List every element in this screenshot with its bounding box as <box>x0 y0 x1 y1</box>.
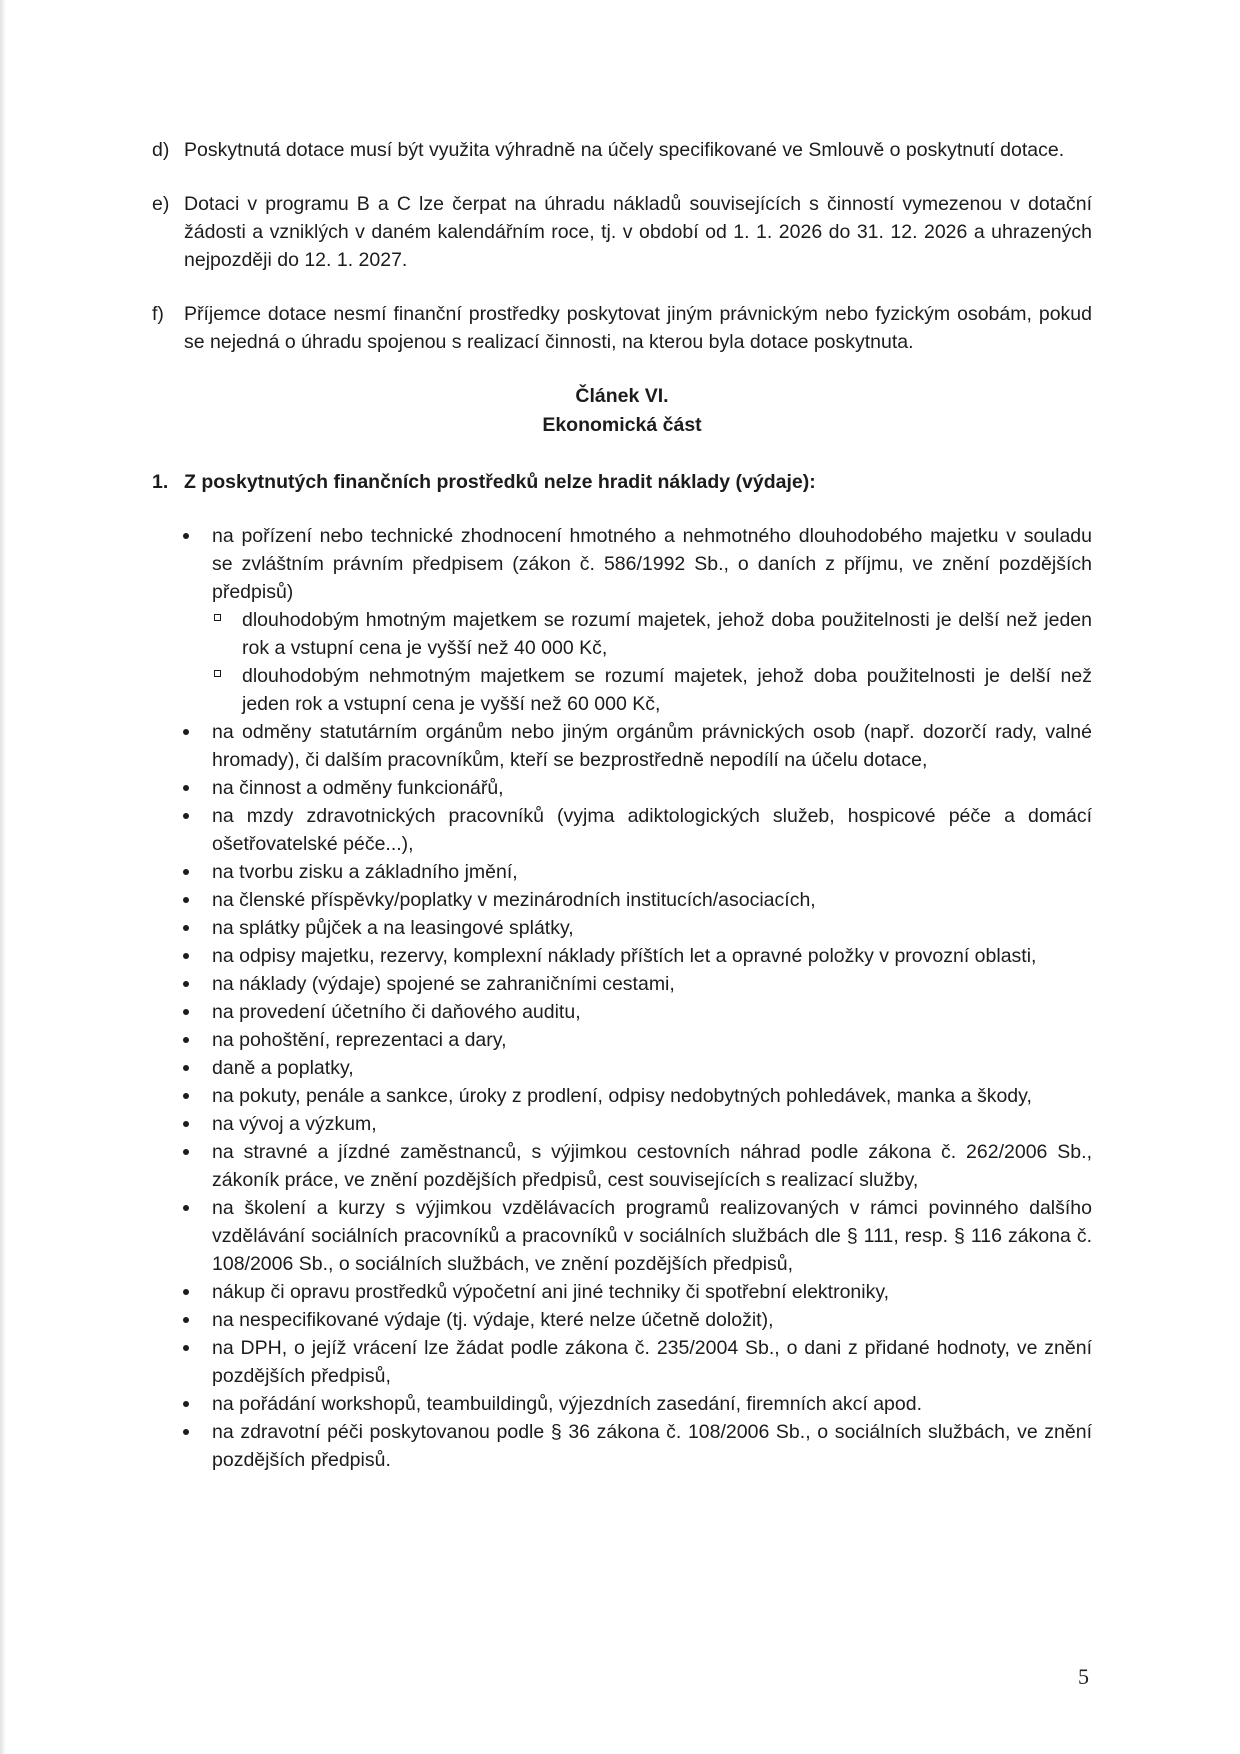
list-item-text: na pohoštění, reprezentaci a dary, <box>212 1029 507 1051</box>
list-item-text: na pořízení nebo technické zhodnocení hmotného a nehmotného dlouhodobého majetku v souladu se zvláštním právním předpisem (zákon č. 586/1992 Sb., o daních z příjmu, ve znění pozdějších předpisů) <box>212 525 1092 603</box>
list-item <box>212 1278 1092 1306</box>
list-item-text: na zdravotní péči poskytovanou podle § 36 zákona č. 108/2006 Sb., o sociálních službách, ve znění pozdějších předpisů. <box>212 1421 1092 1471</box>
list-item <box>212 774 1092 802</box>
list-item-text: na mzdy zdravotnických pracovníků (vyjma adiktologických služeb, hospicové péče a domácí ošetřovatelské péče...), <box>212 805 1092 855</box>
list-item-text: na členské příspěvky/poplatky v mezinárodních institucích/asociacích, <box>212 889 816 911</box>
list-item-text: daně a poplatky, <box>212 1057 354 1079</box>
list-item-text: na pořádání workshopů, teambuildingů, výjezdních zasedání, firemních akcí apod. <box>212 1393 923 1415</box>
list-item-text: na tvorbu zisku a základního jmění, <box>212 861 518 883</box>
list-item-text: na náklady (výdaje) spojené se zahraničními cestami, <box>212 973 675 995</box>
paragraph-marker: e) <box>152 193 170 215</box>
list-item <box>212 1054 1092 1082</box>
list-item-text: na splátky půjček a na leasingové splátky, <box>212 917 574 939</box>
list-item <box>212 1194 1092 1278</box>
excluded-costs-list <box>152 522 1092 1474</box>
paragraph-text: Příjemce dotace nesmí finanční prostředky poskytovat jiným právnickým nebo fyzickým osobám, pokud se nejedná o úhradu spojenou s realizací činnosti, na kterou byla dotace poskytnuta. <box>184 303 1092 353</box>
list-item <box>212 886 1092 914</box>
list-item <box>212 1026 1092 1054</box>
section-title-text: Z poskytnutých finančních prostředků nelze hradit náklady (výdaje): <box>184 471 816 493</box>
paragraph-f <box>152 300 1092 356</box>
paragraph-e <box>152 190 1092 274</box>
paragraph-text: Dotaci v programu B a C lze čerpat na úhradu nákladů souvisejících s činností vymezenou v dotační žádosti a vzniklých v daném kalendářním roce, tj. v období od 1. 1. 2026 do 31. 12. 2026 a uhrazených nejpozději do 12. 1. 2027. <box>184 193 1092 271</box>
article-number: Článek VI. <box>575 385 669 407</box>
list-item-text: na školení a kurzy s výjimkou vzdělávacích programů realizovaných v rámci povinného dalšího vzdělávání sociálních pracovníků a pracovníků v sociálních službách dle § 111, resp. § 116 zákona č. 108/2006 Sb., o sociálních službách, ve znění pozdějších předpisů, <box>212 1197 1092 1275</box>
list-item <box>212 802 1092 858</box>
list-item-text: na DPH, o jejíž vrácení lze žádat podle zákona č. 235/2004 Sb., o dani z přidané hodnoty, ve znění pozdějších předpisů, <box>212 1337 1092 1387</box>
list-item-text: na nespecifikované výdaje (tj. výdaje, které nelze účetně doložit), <box>212 1309 774 1331</box>
list-item <box>212 998 1092 1026</box>
list-item <box>212 1334 1092 1390</box>
section-marker: 1. <box>152 471 169 493</box>
paragraph-text: Poskytnutá dotace musí být využita výhradně na účely specifikované ve Smlouvě o poskytnutí dotace. <box>184 139 1065 161</box>
list-item <box>212 1306 1092 1334</box>
sub-list-item-text: dlouhodobým nehmotným majetkem se rozumí majetek, jehož doba použitelnosti je delší než jeden rok a vstupní cena je vyšší než 60 000 Kč, <box>242 665 1092 715</box>
list-item <box>212 858 1092 886</box>
page-number: 5 <box>1078 1664 1089 1689</box>
paragraph-marker: d) <box>152 139 170 161</box>
list-item <box>212 1418 1092 1474</box>
list-item-text: na odměny statutárním orgánům nebo jiným orgánům právnických osob (např. dozorčí rady, valné hromady), či dalším pracovníkům, kteří se bezprostředně nepodílí na účelu dotace, <box>212 721 1092 771</box>
list-item-text: na činnost a odměny funkcionářů, <box>212 777 504 799</box>
list-item-text: na stravné a jízdné zaměstnanců, s výjimkou cestovních náhrad podle zákona č. 262/2006 Sb., zákoník práce, ve znění pozdějších předpisů, cest souvisejících s realizací služby, <box>212 1141 1092 1191</box>
list-item <box>212 942 1092 970</box>
list-item <box>212 1390 1092 1418</box>
list-item <box>212 970 1092 998</box>
list-item <box>212 914 1092 942</box>
scan-edge-shadow <box>0 0 6 1754</box>
list-item-text: na odpisy majetku, rezervy, komplexní náklady příštích let a opravné položky v provozní oblasti, <box>212 945 1037 967</box>
sub-list-item <box>242 606 1092 662</box>
list-item-text: na pokuty, penále a sankce, úroky z prodlení, odpisy nedobytných pohledávek, manka a škody, <box>212 1085 1032 1107</box>
sub-list-item <box>242 662 1092 718</box>
section-heading <box>152 468 1092 496</box>
article-heading <box>152 382 1092 440</box>
list-item-text: na vývoj a výzkum, <box>212 1113 377 1135</box>
list-item-text: na provedení účetního či daňového auditu, <box>212 1001 581 1023</box>
paragraph-d <box>152 136 1092 164</box>
list-item <box>212 522 1092 718</box>
sub-list <box>212 606 1092 718</box>
document-body <box>152 136 1092 1474</box>
list-item <box>212 1110 1092 1138</box>
list-item <box>212 1082 1092 1110</box>
sub-list-item-text: dlouhodobým hmotným majetkem se rozumí majetek, jehož doba použitelnosti je delší než jeden rok a vstupní cena je vyšší než 40 000 Kč, <box>242 609 1092 659</box>
paragraph-marker: f) <box>152 303 164 325</box>
list-item <box>212 718 1092 774</box>
list-item <box>212 1138 1092 1194</box>
list-item-text: nákup či opravu prostředků výpočetní ani jiné techniky či spotřební elektroniky, <box>212 1281 890 1303</box>
article-title: Ekonomická část <box>542 414 702 436</box>
